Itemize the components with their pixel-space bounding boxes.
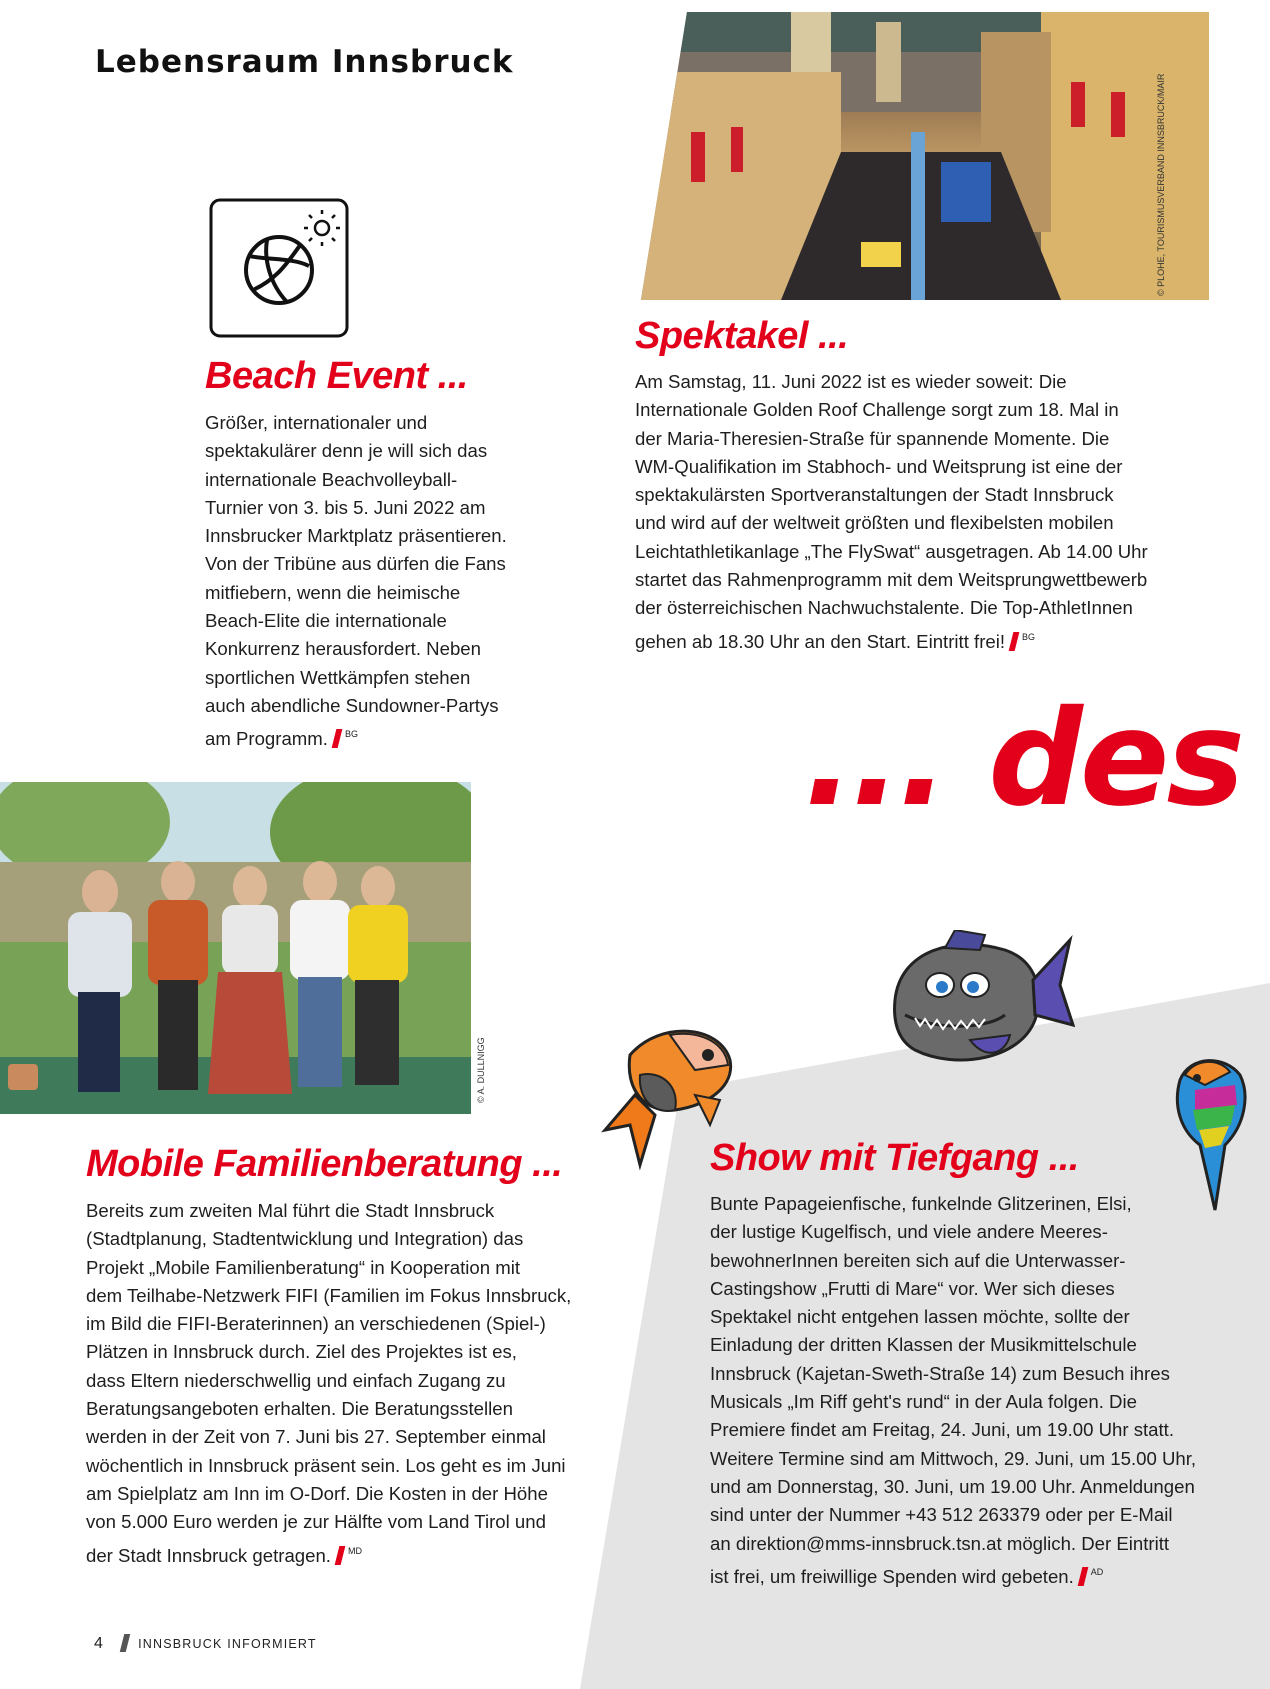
page-number: 4 [94,1635,105,1652]
text-line: an direktion@mms-innsbruck.tsn.at möglich. Der Eintritt [710,1532,1170,1554]
text-line: Am Samstag, 11. Juni 2022 ist es wieder soweit: Die [635,371,1067,392]
big-headline-des: ... des [804,682,1242,836]
text-line: sportlichen Wettkämpfen stehen [205,666,471,688]
show-text [710,1190,1250,1591]
text-line: im Bild die FIFI-Beraterinnen) an verschiedenen (Spiel-) [86,1313,546,1335]
text-line: der österreichischen Nachwuchstalente. Die Top-AthletInnen [635,597,1133,619]
text-line: mitfiebern, wenn die heimische [205,581,461,603]
footer-slash-icon [120,1634,130,1652]
text-line: Beratungsangeboten erhalten. Die Beratungsstellen [86,1398,513,1420]
author-tag: BG [1022,631,1036,642]
fifi-team-photo [0,782,471,1114]
text-line: von 5.000 Euro werden je zur Hälfte vom Land Tirol und [86,1511,546,1533]
text-line: (Stadtplanung, Stadtentwicklung und Integration) das [86,1228,524,1250]
text-line: am Spielplatz am Inn im O-Dorf. Die Kosten in der Höhe [86,1482,548,1504]
text-line: und am Donnerstag, 30. Juni, um 19.00 Uhr. Anmeldungen [710,1475,1195,1497]
text-line: WM-Qualifikation im Stabhoch- und Weitsprung ist eine der [635,455,1123,477]
text-line: Innsbruck (Kajetan-Sweth-Straße 14) zum Besuch ihres [710,1362,1170,1384]
people-photo-credit: © A. DULLNIGG [476,1037,486,1103]
text-line: wöchentlich in Innsbruck präsent sein. Los geht es im Juni [86,1454,566,1476]
text-line: Von der Tribüne aus dürfen die Fans [205,553,506,575]
text-line: Bunte Papageienfische, funkelnde Glitzerinen, Elsi, [710,1193,1132,1214]
author-tag: BG [344,729,358,740]
publication-name: INNSBRUCK INFORMIERT [138,1637,317,1651]
text-line: ist frei, um freiwillige Spenden wird gebeten. $^{AD}$ [710,1565,1104,1587]
author-tag: AD [1090,1566,1104,1577]
section-title: Lebensraum Innsbruck [95,44,514,80]
spektakel-text [635,368,1195,656]
text-line: und wird auf der weltweit größten und flexibelsten mobilen [635,512,1114,534]
beach-event-headline: Beach Event ... [205,355,468,397]
familienberatung-headline: Mobile Familienberatung ... [86,1143,563,1185]
text-line: auch abendliche Sundowner-Partys [205,694,499,716]
text-line: dass Eltern niederschwellig und einfach Zugang zu [86,1369,506,1391]
text-line: Projekt „Mobile Familienberatung“ in Kooperation mit [86,1256,521,1278]
text-line: Innsbrucker Marktplatz präsentieren. [205,525,507,547]
text-line: Einladung der dritten Klassen der Musikmittelschule [710,1334,1137,1356]
text-line: Weitere Termine sind am Mittwoch, 29. Juni, um 15.00 Uhr, [710,1447,1197,1469]
text-line: Castingshow „Frutti di Mare“ vor. Wer sich dieses [710,1277,1115,1299]
text-line: Internationale Golden Roof Challenge sorgt zum 18. Mal in [635,399,1119,421]
text-line: gehen ab 18.30 Uhr an den Start. Eintritt frei! $^{BG}$ [635,630,1036,652]
text-line: Plätzen in Innsbruck durch. Ziel des Projektes ist es, [86,1341,517,1363]
text-line: am Programm. $^{BG}$ [205,728,358,750]
text-line: dem Teilhabe-Netzwerk FIFI (Familien im Fokus Innsbruck, [86,1284,572,1306]
text-line: Musicals „Im Riff geht's rund“ in der Aula folgen. Die [710,1391,1137,1413]
text-line: spektakulärsten Sportveranstaltungen der Stadt Innsbruck [635,484,1114,506]
text-line: der lustige Kugelfisch, und viele andere Meeres- [710,1221,1108,1243]
volleyball-sun-icon [209,198,349,338]
author-tag: MD [347,1545,362,1556]
page-footer [94,1634,317,1653]
end-mark-icon [1077,1567,1088,1586]
text-line: Beach-Elite die internationale [205,610,447,632]
text-line: bewohnerInnen bereiten sich auf die Unterwasser- [710,1249,1126,1271]
beach-event-text [205,409,525,754]
text-line: internationale Beachvolleyball- [205,468,458,490]
city-photo-credit: © PLOHE, TOURISMUSVERBAND INNSBRUCK/MAIR [1156,73,1166,296]
grey-fish-drawing [885,930,1075,1080]
show-headline: Show mit Tiefgang ... [710,1137,1079,1179]
text-line: Turnier von 3. bis 5. Juni 2022 am [205,496,486,518]
text-line: Premiere findet am Freitag, 24. Juni, um 19.00 Uhr statt. [710,1419,1175,1441]
text-line: sind unter der Nummer +43 512 263379 oder per E-Mail [710,1504,1173,1526]
text-line: Größer, internationaler und [205,412,428,433]
text-line: Bereits zum zweiten Mal führt die Stadt Innsbruck [86,1200,495,1221]
text-line: Spektakel nicht entgehen lassen möchte, sollte der [710,1306,1130,1328]
city-festival-photo [641,12,1209,300]
end-mark-icon [1009,632,1020,651]
text-line: werden in der Zeit von 7. Juni bis 27. September einmal [86,1426,546,1448]
text-line: der Stadt Innsbruck getragen. $^{MD}$ [86,1544,362,1566]
familienberatung-text [86,1197,586,1570]
end-mark-icon [335,1546,346,1565]
text-line: der Maria-Theresien-Straße für spannende Momente. Die [635,427,1110,449]
text-line: spektakulärer denn je will sich das [205,440,488,462]
spektakel-headline: Spektakel ... [635,315,849,357]
text-line: startet das Rahmenprogramm mit dem Weitsprungwettbewerb [635,569,1148,591]
text-line: Leichtathletikanlage „The FlySwat“ ausgetragen. Ab 14.00 Uhr [635,540,1148,562]
text-line: Konkurrenz herausfordert. Neben [205,638,481,660]
end-mark-icon [332,729,343,748]
